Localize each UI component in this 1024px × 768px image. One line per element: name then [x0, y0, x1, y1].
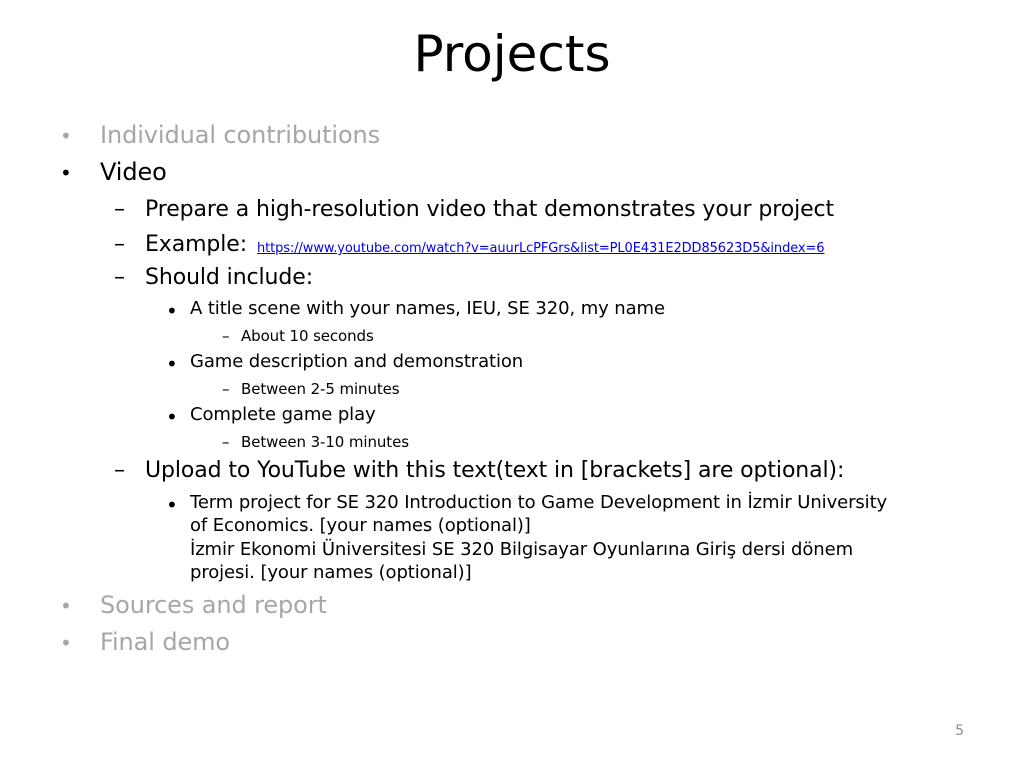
item-text-line-4: projesi. [your names (optional)] [190, 562, 472, 583]
item-text: Complete game play [190, 404, 376, 425]
detail-text: Between 3-10 minutes [241, 433, 409, 451]
bullet-marker: • [166, 405, 178, 429]
dash-marker: – [114, 265, 125, 290]
item-text-line-2: of Economics. [your names (optional)] [190, 515, 531, 536]
bullet-text: Final demo [100, 628, 231, 656]
bullet-marker: • [166, 493, 178, 517]
bullet-marker: • [60, 161, 72, 185]
dash-marker: – [222, 327, 230, 345]
dash-marker: – [222, 380, 230, 398]
bullet-text: Video [100, 158, 167, 186]
bullet-text: Individual contributions [100, 121, 381, 149]
bullet-marker: • [60, 594, 72, 618]
bullet-marker: • [166, 352, 178, 376]
item-text: A title scene with your names, IEU, SE 320, my name [190, 298, 665, 319]
sub-bullet-text: Example: [145, 232, 248, 257]
sub-bullet-text: Prepare a high-resolution video that demonstrates your project [145, 197, 835, 222]
item-text: Game description and demonstration [190, 351, 524, 372]
page-number: 5 [955, 723, 964, 739]
bullet-marker: • [60, 124, 72, 148]
bullet-text: Sources and report [100, 591, 327, 619]
sub-bullet-text: Should include: [145, 265, 314, 290]
detail-text: Between 2-5 minutes [241, 380, 400, 398]
dash-marker: – [114, 197, 125, 222]
slide-title: Projects [413, 25, 611, 83]
item-text-line-3: İzmir Ekonomi Üniversitesi SE 320 Bilgisayar Oyunlarına Giriş dersi dönem [190, 539, 854, 560]
dash-marker: – [114, 232, 125, 257]
dash-marker: – [114, 458, 125, 483]
bullet-marker: • [60, 631, 72, 655]
detail-text: About 10 seconds [241, 327, 374, 345]
example-youtube-link[interactable]: https://www.youtube.com/watch?v=auurLcPFGrs&list=PL0E431E2DD85623D5&index=6 [257, 241, 825, 256]
sub-bullet-text: Upload to YouTube with this text(text in [brackets] are optional): [145, 458, 845, 483]
bullet-marker: • [166, 299, 178, 323]
dash-marker: – [222, 433, 230, 451]
item-text-line-1: Term project for SE 320 Introduction to Game Development in İzmir University [190, 492, 888, 513]
